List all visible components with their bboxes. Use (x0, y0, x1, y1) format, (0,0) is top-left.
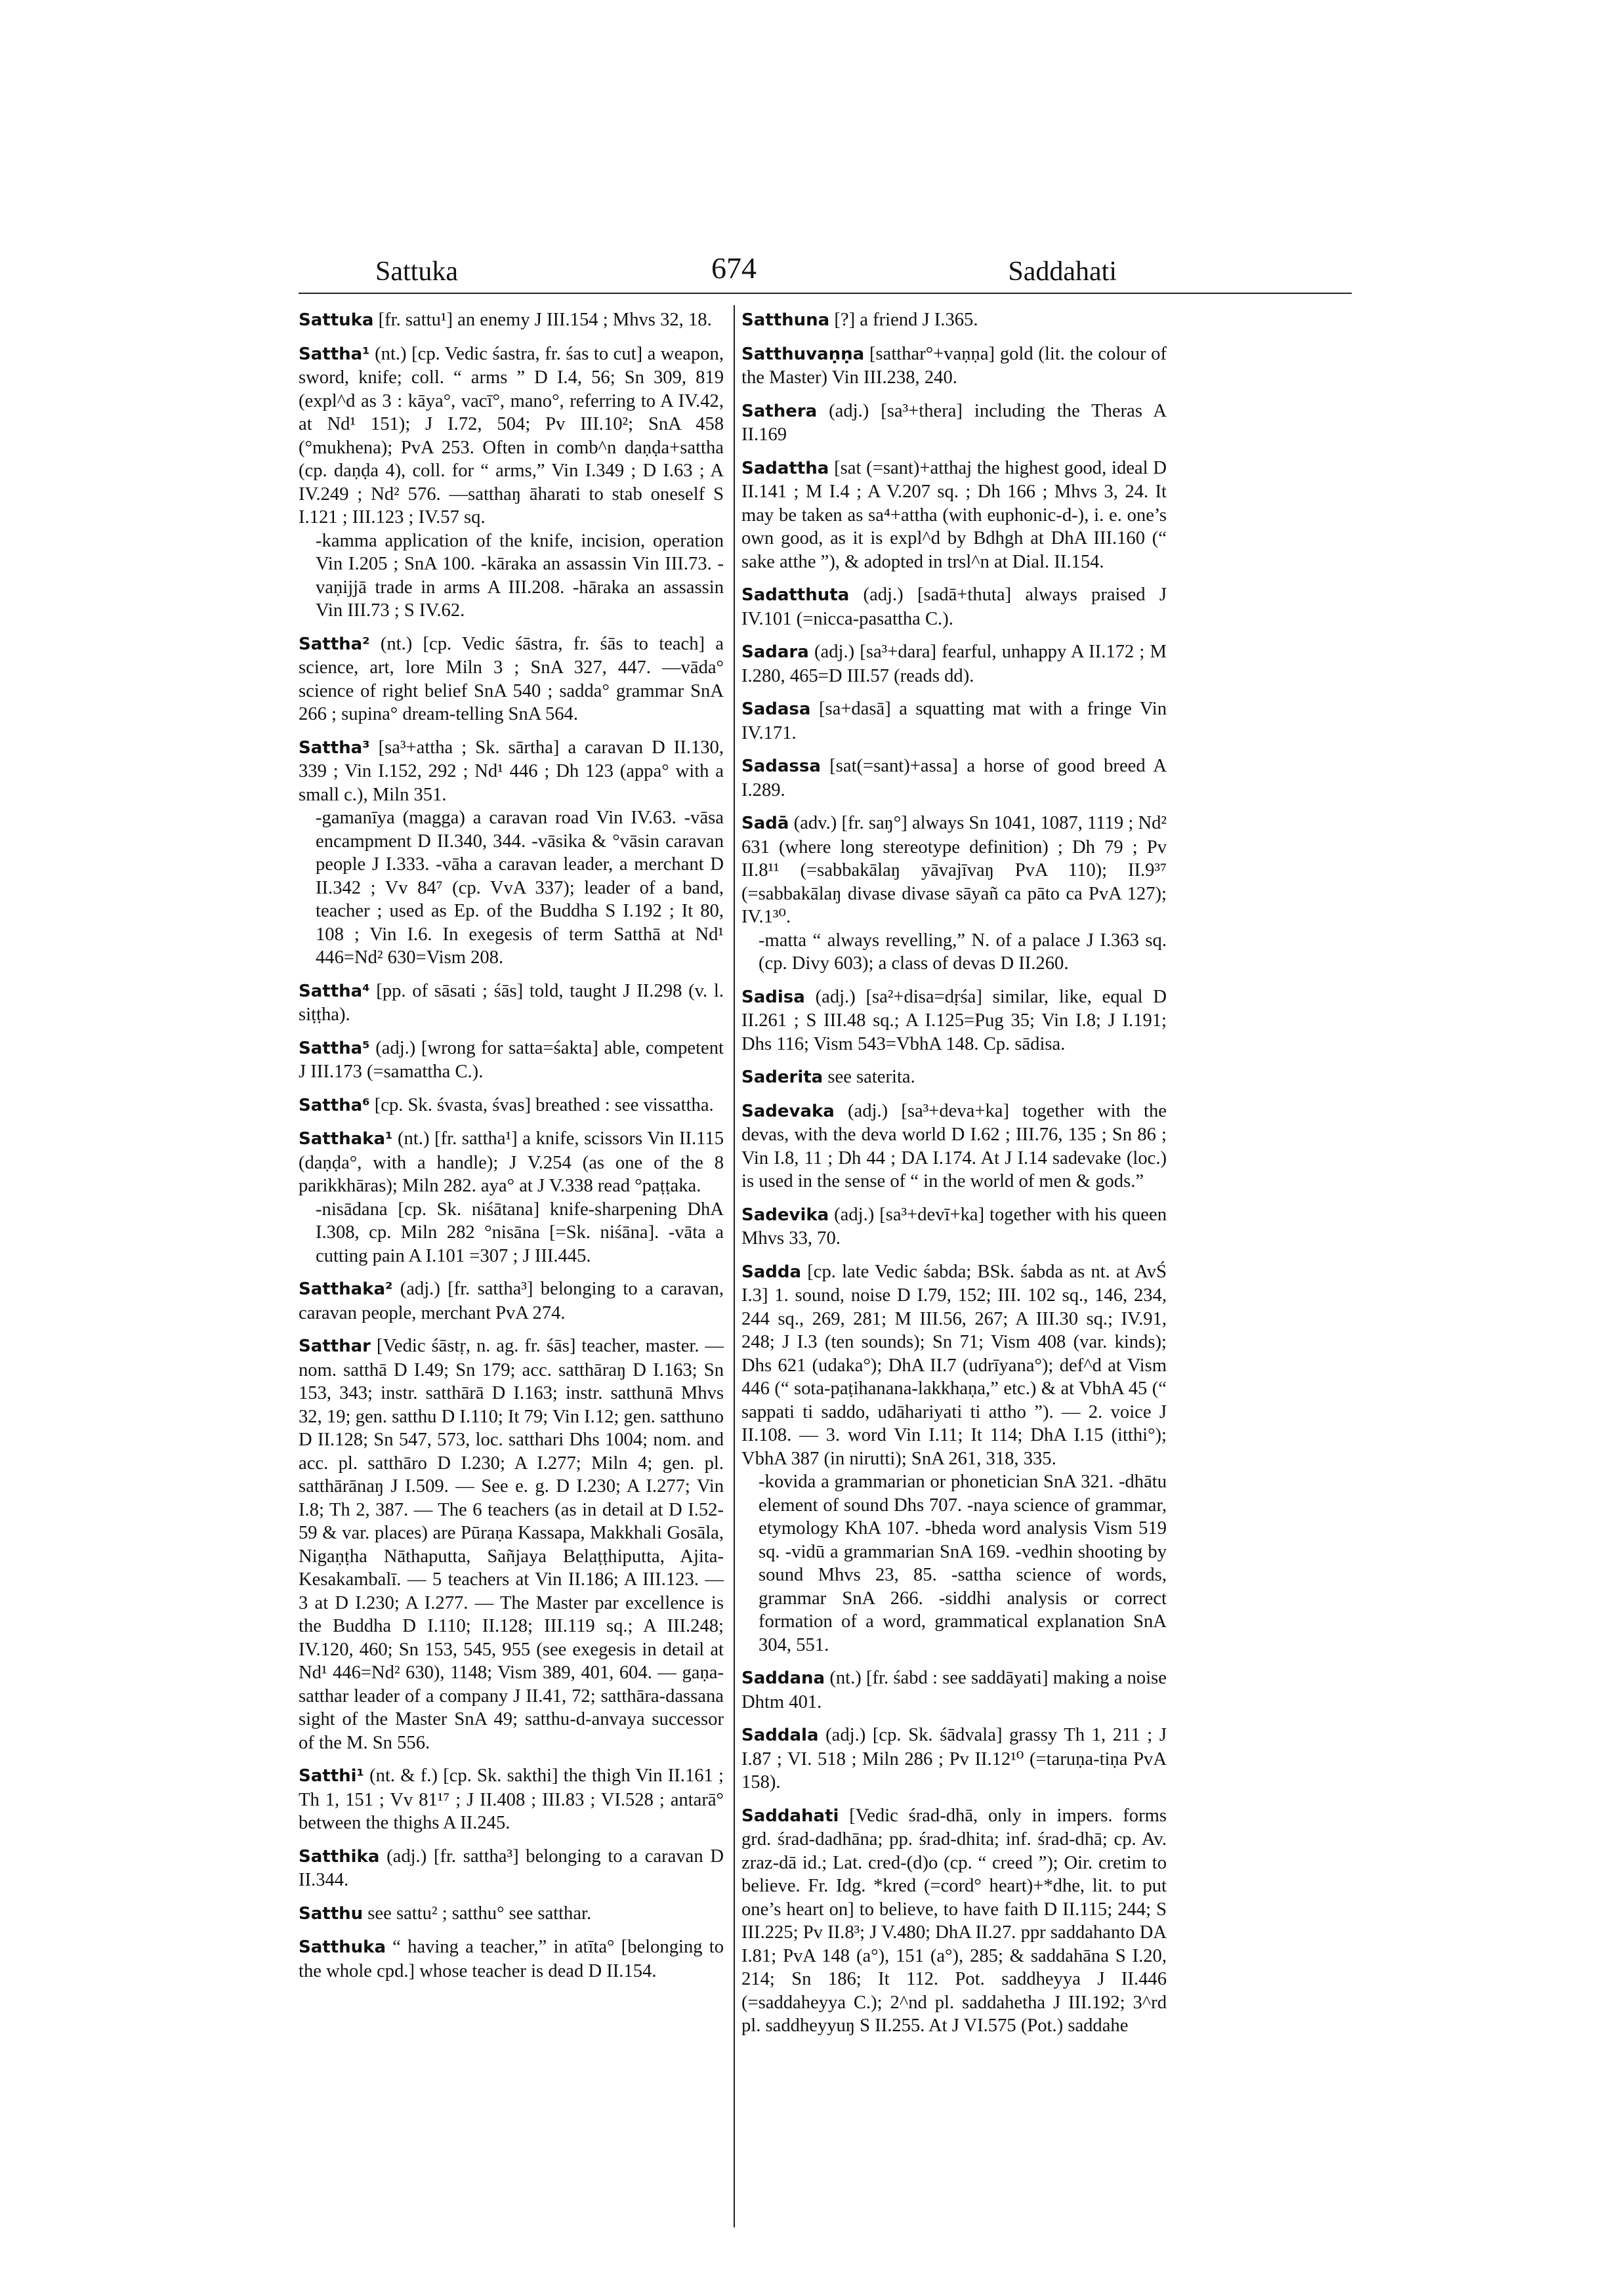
entry-headword: Sattha⁶ (299, 1095, 370, 1115)
right-column (741, 308, 1167, 2048)
column-divider (734, 305, 735, 2227)
entry-definition: (nt.) [cp. Vedic śāstra, fr. śās to teach] a science, art, lore Miln 3 ; SnA 327, 447. —vāda° science of right belief SnA 540 ; sadda° grammar SnA 266 ; supina° dream-telling SnA 564. (299, 633, 724, 724)
entry-definition: [cp. late Vedic śabda; BSk. śabda as nt. at AvŚ I.3] 1. sound, noise D I.79, 152; III. 102 sq., 146, 234, 244 sq., 269, 281; M III.56, 267; A III.30 sq.; IV.91, 248; J I.3 (ten sounds); Sn 71; Vism 408 (var. kinds); Dhs 621 (udaka°); DhA II.7 (udrīyana°); def^d at Vism 446 (“ sota-paṭihanana-lakkhaṇa,” etc.) & at VbhA 45 (“ sappati ti saddo, udāhariyati ti attho ”). — 2. voice J II.108. — 3. word Vin I.11; It 114; DhA I.15 (itthi°); VbhA 387 (in nirutti); SnA 261, 318, 335. (741, 1261, 1167, 1469)
entry-headword: Satthi¹ (299, 1766, 364, 1786)
dictionary-entry (299, 308, 724, 333)
dictionary-entry (299, 1277, 724, 1325)
entry-headword: Sattha³ (299, 737, 370, 758)
entry-definition: (adj.) [sa³+devī+ka] together with his queen Mhvs 33, 70. (741, 1204, 1167, 1249)
entry-definition: [cp. Sk. śvasta, śvas] breathed : see vissattha. (369, 1094, 714, 1115)
entry-definition: [?] a friend J I.365. (829, 310, 978, 330)
dictionary-entry (741, 1100, 1167, 1193)
entry-definition: [Vedic śrad-dhā, only in impers. forms grd. śrad-dadhāna; pp. śrad-dhita; inf. śrad-dhā; cp. Av. zraz-dā id.; Lat. cred-(d)o (cp. “ creed ”); Oir. cretim to believe. Fr. Idg. *kred (=cord° heart)+*dhe, lit. to put one’s heart on] to believe, to have faith D II.115; 244; S III.225; Pv II.8³; J V.480; DhA II.27. ppr saddahanto DA I.81; PvA 148 (a°), 151 (a°), 285; & saddahāna S I.20, 214; Sn 186; It 112. Pot. saddheyya J II.446 (=saddaheyya C.); 2^nd pl. saddahetha J III.192; 3^rd pl. saddheyyuŋ S II.255. At J VI.575 (Pot.) saddahe (741, 1805, 1167, 2036)
entry-definition: [Vedic śāstṛ, n. ag. fr. śās] teacher, master. — nom. satthā D I.49; Sn 179; acc. satthāraŋ D I.163; Sn 153, 343; instr. satthārā D I.163; instr. satthunā Mhvs 32, 19; gen. satthu D I.110; It 79; Vin I.12; gen. satthuno D II.128; Sn 547, 573, loc. satthari Dhs 1004; nom. and acc. pl. satthāro D I.230; A I.277; Miln 4; gen. pl. satthārānaŋ J I.509. — See e. g. D I.230; A I.277; Vin I.8; Th 2, 387. — The 6 teachers (as in detail at D I.52-59 & var. places) are Pūraṇa Kassapa, Makkhali Gosāla, Nigaṇṭha Nāthaputta, Sañjaya Belaṭṭhiputta, Ajita-Kesakambalī. — 5 teachers at Vin II.186; A III.123. — 3 at D I.230; A I.277. — The Master par excellence is the Buddha D I.110; II.128; III.119 sq.; A III.248; IV.120, 460; Sn 153, 545, 955 (see exegesis in detail at Nd¹ 446=Nd² 630), 1148; Vism 389, 401, 604. — gaṇa-satthar leader of a company J II.41, 72; satthāra-dassana sight of the Master SnA 49; satthu-d-anvaya successor of the M. Sn 556. (299, 1336, 724, 1753)
entry-definition: -gamanīya (magga) a caravan road Vin IV.63. -vāsa encampment D II.340, 344. -vāsika & °vāsin caravan people J I.333. -vāha a caravan leader, a merchant D II.342 ; Vv 84⁷ (cp. VvA 337); leader of a band, teacher ; used as Ep. of the Buddha S I.192 ; It 80, 108 ; Vin I.6. In exegesis of term Satthā at Nd¹ 446=Nd² 630=Vism 208. (316, 808, 724, 968)
entry-headword: Satthuna (741, 310, 830, 330)
dictionary-entry (299, 1935, 724, 1983)
dictionary-entry (741, 1065, 1167, 1090)
entry-definition: (adj.) [cp. Sk. śādvala] grassy Th 1, 211 ; J I.87 ; VI. 518 ; Miln 286 ; Pv II.12¹⁰ (=taruṇa-tiṇa PvA 158). (741, 1725, 1167, 1792)
left-column (299, 308, 724, 1993)
entry-headword: Sadatthuta (741, 585, 850, 605)
entry-definition: (adj.) [sa³+dara] fearful, unhappy A II.172 ; M I.280, 465=D III.57 (reads dd). (741, 642, 1167, 686)
dictionary-entry (299, 1845, 724, 1892)
entry-definition: [sa+dasā] a squatting mat with a fringe Vin IV.171. (741, 699, 1167, 743)
dictionary-entry (299, 736, 724, 807)
entry-definition: [sat(=sant)+assa] a horse of good breed A I.289. (741, 756, 1167, 800)
entry-headword: Satthu (299, 1903, 364, 1924)
dictionary-entry (299, 1127, 724, 1198)
entry-headword: Sattha¹ (299, 344, 370, 364)
dictionary-entry (299, 342, 724, 529)
dictionary-entry (741, 1260, 1167, 1471)
entry-headword: Satthaka² (299, 1279, 393, 1299)
dictionary-entry (741, 308, 1167, 333)
entry-headword: Sattuka (299, 310, 374, 330)
entry-headword: Sattha² (299, 634, 370, 654)
entry-definition: -kamma application of the knife, incision, operation Vin I.205 ; SnA 100. -kāraka an assassin Vin III.73. -vaṇijjā trade in arms A III.208. -hāraka an assassin Vin III.73 ; S IV.62. (316, 530, 724, 621)
entry-definition: (adj.) [sadā+thuta] always praised J IV.101 (=nicca-pasattha C.). (741, 585, 1167, 629)
entry-definition: (nt. & f.) [cp. Sk. sakthi] the thigh Vin II.161 ; Th 1, 151 ; Vv 81¹⁷ ; J II.408 ; III.83 ; VI.528 ; antarā° between the thighs A II.245. (299, 1766, 724, 1833)
entry-headword: Satthaka¹ (299, 1129, 393, 1149)
dictionary-subentry (741, 1470, 1167, 1657)
dictionary-subentry (299, 529, 724, 623)
dictionary-entry (741, 640, 1167, 688)
dictionary-entry (299, 980, 724, 1027)
entry-definition: -matta “ always revelling,” N. of a palace J I.363 sq. (cp. Divy 603); a class of devas D II.260. (759, 930, 1167, 974)
header-guide-word-right: Saddahati (1008, 257, 1117, 287)
entry-headword: Sadda (741, 1262, 802, 1282)
dictionary-subentry (741, 929, 1167, 976)
entry-headword: Sadara (741, 642, 809, 662)
entry-definition: (nt.) [fr. sattha¹] a knife, scissors Vin II.115 (daṇḍa°, with a handle); J V.254 (as one of the 8 parikkhāras); Miln 282. aya° at J V.338 read °paṭṭaka. (299, 1128, 724, 1196)
entry-definition: (adj.) [fr. sattha³] belonging to a caravan D II.344. (299, 1846, 724, 1890)
dictionary-entry (741, 583, 1167, 631)
entry-headword: Sattha⁵ (299, 1038, 370, 1058)
dictionary-entry (741, 697, 1167, 745)
entry-definition: (adj.) [fr. sattha³] belonging to a caravan, caravan people, merchant PvA 274. (299, 1279, 724, 1323)
dictionary-entry (299, 1037, 724, 1084)
entry-headword: Saddala (741, 1726, 819, 1745)
dictionary-entry (741, 755, 1167, 802)
entry-headword: Satthika (299, 1846, 380, 1867)
dictionary-entry (741, 812, 1167, 929)
entry-headword: Sattha⁴ (299, 981, 370, 1001)
entry-headword: Saderita (741, 1067, 823, 1087)
dictionary-entry (299, 632, 724, 726)
dictionary-entry (299, 1094, 724, 1118)
entry-headword: Sadasa (741, 699, 811, 719)
entry-definition: see sattu² ; satthu° see satthar. (363, 1903, 592, 1924)
header-guide-word-left: Sattuka (375, 257, 458, 287)
entry-headword: Satthar (299, 1336, 371, 1356)
entry-headword: Satthuvaṇṇa (741, 344, 865, 364)
entry-definition: -kovida a grammarian or phonetician SnA 321. -dhātu element of sound Dhs 707. -naya science of grammar, etymology KhA 107. -bheda word analysis Vism 519 sq. -vidū a grammarian SnA 169. -vedhin shooting by sound Mhvs 23, 85. -sattha science of words, grammar SnA 266. -siddhi analysis or correct formation of a word, grammatical explanation SnA 304, 551. (759, 1472, 1167, 1655)
dictionary-entry (299, 1902, 724, 1926)
entry-headword: Sadevika (741, 1205, 829, 1225)
dictionary-entry (741, 400, 1167, 447)
entry-headword: Saddana (741, 1668, 825, 1688)
entry-definition: [sat (=sant)+atthaj the highest good, ideal D II.141 ; M I.4 ; A V.207 sq. ; Dh 166 ; Mhvs 3, 24. It may be taken as sa⁴+attha (with euphonic-d-), i. e. one’s own good, as it is expl^d by Bdhgh at DhA III.160 (“ sake atthe ”), & adopted in trsl^n at Dial. II.154. (741, 457, 1167, 572)
dictionary-entry (741, 457, 1167, 574)
entry-definition: (adj.) [sa³+thera] including the Theras A II.169 (741, 400, 1167, 445)
entry-definition: [fr. sattu¹] an enemy J III.154 ; Mhvs 32, 18. (373, 310, 712, 330)
entry-headword: Saddahati (741, 1806, 839, 1826)
dictionary-entry (299, 1334, 724, 1754)
entry-definition: (adj.) [sa²+disa=dṛśa] similar, like, equal D II.261 ; S III.48 sq.; A I.125=Pug 35; Vin I.8; J I.191; Dhs 116; Vism 543=VbhA 148. Cp. sādisa. (741, 986, 1167, 1054)
dictionary-entry (741, 985, 1167, 1056)
entry-definition: (adv.) [fr. saŋ°] always Sn 1041, 1087, 1119 ; Nd² 631 (where long stereotype definition) ; Dh 79 ; Pv II.8¹¹ (=sabbakālaŋ yāvajīvaŋ PvA 110); II.9³⁷ (=sabbakālaŋ divase divase sāyañ ca pāto ca PvA 127); IV.1³⁰. (741, 813, 1167, 927)
dictionary-entry (741, 1666, 1167, 1714)
entry-definition: (adj.) [wrong for satta=śakta] able, competent J III.173 (=samattha C.). (299, 1037, 724, 1082)
entry-headword: Sadattha (741, 458, 829, 478)
entry-headword: Sadisa (741, 987, 805, 1007)
dictionary-subentry (299, 806, 724, 970)
entry-definition: (nt.) [cp. Vedic śastra, fr. śas to cut] a weapon, sword, knife; coll. “ arms ” D I.4, 56; Sn 309, 819 (expl^d as 3 : kāya°, vacī°, mano°, referring to A IV.42, at Nd¹ 151); J I.72, 504; Pv III.10²; SnA 458 (°mukhena); PvA 253. Often in comb^n daṇḍa+sattha (cp. daṇḍa 4), coll. for “ arms,” Vin I.349 ; D I.63 ; A IV.249 ; Nd² 576. —satthaŋ āharati to stab oneself S I.121 ; III.123 ; IV.57 sq. (299, 343, 724, 527)
entry-headword: Sathera (741, 401, 818, 421)
entry-headword: Sadā (741, 814, 789, 833)
dictionary-entry (299, 1764, 724, 1835)
dictionary-entry (741, 342, 1167, 390)
dictionary-entry (741, 1804, 1167, 2038)
dictionary-entry (741, 1724, 1167, 1794)
entry-headword: Sadassa (741, 756, 821, 776)
header-rule (299, 293, 1352, 294)
entry-headword: Satthuka (299, 1937, 386, 1957)
dictionary-entry (741, 1203, 1167, 1251)
entry-definition: [satthar°+vaṇṇa] gold (lit. the colour of the Master) Vin III.238, 240. (741, 343, 1167, 388)
dictionary-subentry (299, 1198, 724, 1268)
page-number: 674 (711, 251, 757, 285)
entry-definition: (nt.) [fr. śabd : see saddāyati] making a noise Dhtm 401. (741, 1668, 1167, 1712)
entry-definition: see saterita. (823, 1067, 915, 1087)
entry-definition: [pp. of sāsati ; śās] told, taught J II.298 (v. l. siṭṭha). (299, 980, 724, 1025)
entry-definition: -nisādana [cp. Sk. niśātana] knife-sharpening DhA I.308, cp. Miln 282 °nisāna [=Sk. niśāna]. -vāta a cutting pain A I.101 =307 ; J III.445. (316, 1199, 724, 1266)
running-header (375, 251, 1117, 297)
entry-definition: [sa³+attha ; Sk. sārtha] a caravan D II.130, 339 ; Vin I.152, 292 ; Nd¹ 446 ; Dh 123 (appa° with a small c.), Miln 351. (299, 737, 724, 805)
entry-definition: (adj.) [sa³+deva+ka] together with the devas, with the deva world D I.62 ; III.76, 135 ; Sn 86 ; Vin I.8, 11 ; Dh 44 ; DA I.174. At J I.14 sadevake (loc.) is used in the sense of “ in the world of men & gods.” (741, 1100, 1167, 1191)
entry-headword: Sadevaka (741, 1101, 835, 1121)
entry-definition: “ having a teacher,” in atīta° [belonging to the whole cpd.] whose teacher is dead D II.154. (299, 1937, 724, 1981)
